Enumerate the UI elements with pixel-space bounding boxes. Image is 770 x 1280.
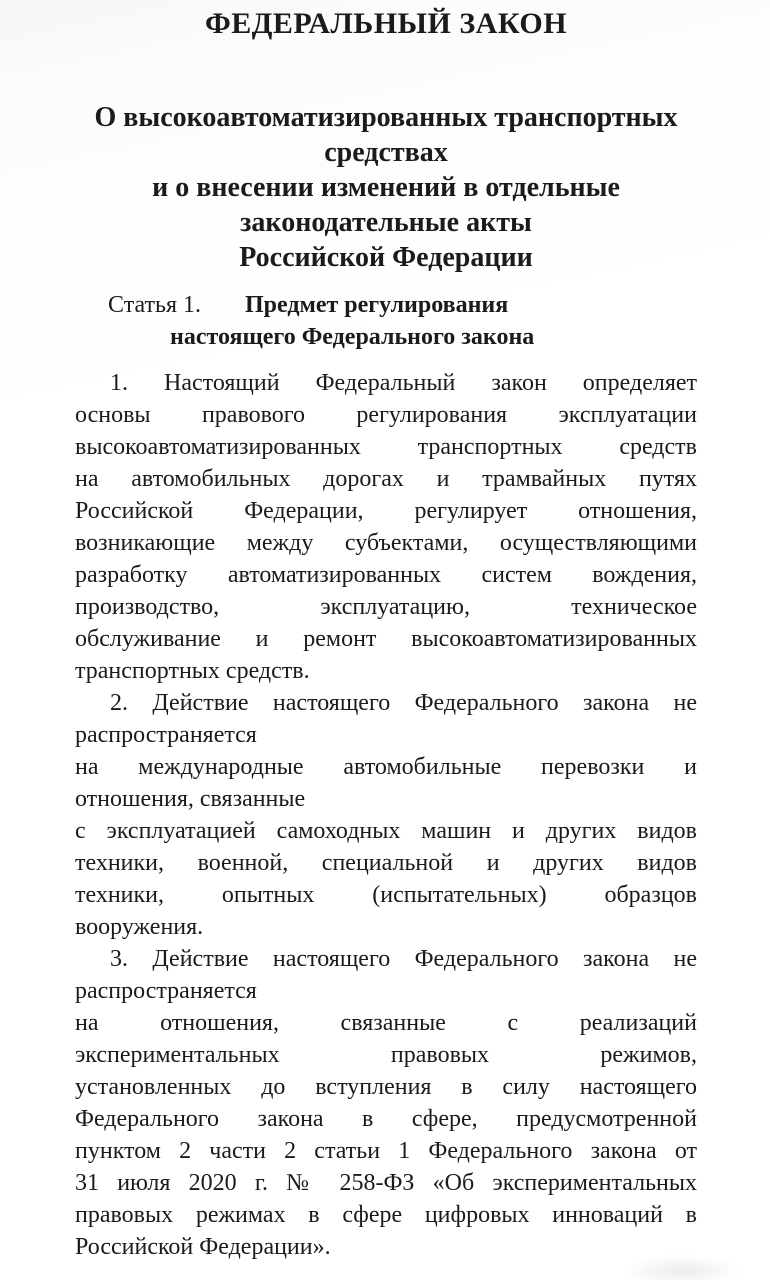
body-text-line: 31 июля 2020 г. № 258-ФЗ «Об экспериментальных [75, 1170, 697, 1196]
article-subject-line2: настоящего Федерального закона [170, 324, 535, 350]
body-text-line: установленных до вступления в силу настоящего [75, 1074, 697, 1100]
document-title-line: Российской Федерации [239, 242, 533, 273]
document-title [75, 100, 697, 275]
body-paragraph [75, 751, 697, 815]
body-text-line: вооружения. [75, 914, 204, 940]
document-title-line: средствах [324, 137, 448, 168]
body-paragraph [75, 367, 697, 687]
body-text-line: на автомобильных дорогах и трамвайных путях [75, 466, 697, 492]
body-text-line: распространяется [75, 722, 257, 748]
body-text-line: возникающие между субъектами, осуществляющими [75, 530, 697, 556]
body-text-line: транспортных средств. [75, 658, 310, 684]
body-text-line: разработку автоматизированных систем вождения, [75, 562, 697, 588]
body-text-line: 2. Действие настоящего Федерального закона не [110, 690, 697, 716]
body-text-line: Федерального закона в сфере, предусмотренной [75, 1106, 697, 1132]
body-text-line: высокоавтоматизированных транспортных средств [75, 434, 697, 460]
body-text-line: Российской Федерации, регулирует отношения, [75, 498, 697, 524]
body-paragraph [75, 815, 697, 943]
document-body [75, 367, 697, 1263]
document-title-line: законодательные акты [240, 207, 532, 238]
article-heading [75, 289, 697, 353]
body-text-line: отношения, связанные [75, 786, 306, 812]
body-paragraph [75, 1007, 697, 1263]
body-text-line: правовых режимах в сфере цифровых инноваций в [75, 1202, 697, 1228]
body-paragraph [75, 943, 697, 1007]
body-text-line: 3. Действие настоящего Федерального закона не [110, 946, 697, 972]
document-kind-title: ФЕДЕРАЛЬНЫЙ ЗАКОН [204, 7, 568, 40]
body-text-line: на отношения, связанные с реализаций [75, 1010, 697, 1036]
body-text-line: производство, эксплуатацию, техническое [75, 594, 697, 620]
article-number: Статья 1. [108, 292, 201, 318]
body-text-line: с эксплуатацией самоходных машин и других видов [75, 818, 697, 844]
body-text-line: обслуживание и ремонт высокоавтоматизированных [75, 626, 697, 652]
body-text-line: техники, военной, специальной и других видов [75, 850, 697, 876]
body-text-line: основы правового регулирования эксплуатации [75, 402, 697, 428]
body-text-line: техники, опытных (испытательных) образцов [75, 882, 697, 908]
body-text-line: распространяется [75, 978, 257, 1004]
article-heading-line1 [75, 289, 697, 321]
body-text-line: Российской Федерации». [75, 1234, 331, 1260]
document-title-line: О высокоавтоматизированных транспортных [94, 102, 678, 133]
body-text-line: 1. Настоящий Федеральный закон определяет [110, 370, 697, 396]
body-text-line: пунктом 2 части 2 статьи 1 Федерального закона от [75, 1138, 697, 1164]
document-title-line: и о внесении изменений в отдельные [152, 172, 620, 203]
body-text-line: на международные автомобильные перевозки и [75, 754, 697, 780]
article-subject-line1: Предмет регулирования [244, 292, 509, 318]
body-text-line: экспериментальных правовых режимов, [75, 1042, 697, 1068]
body-paragraph [75, 687, 697, 751]
